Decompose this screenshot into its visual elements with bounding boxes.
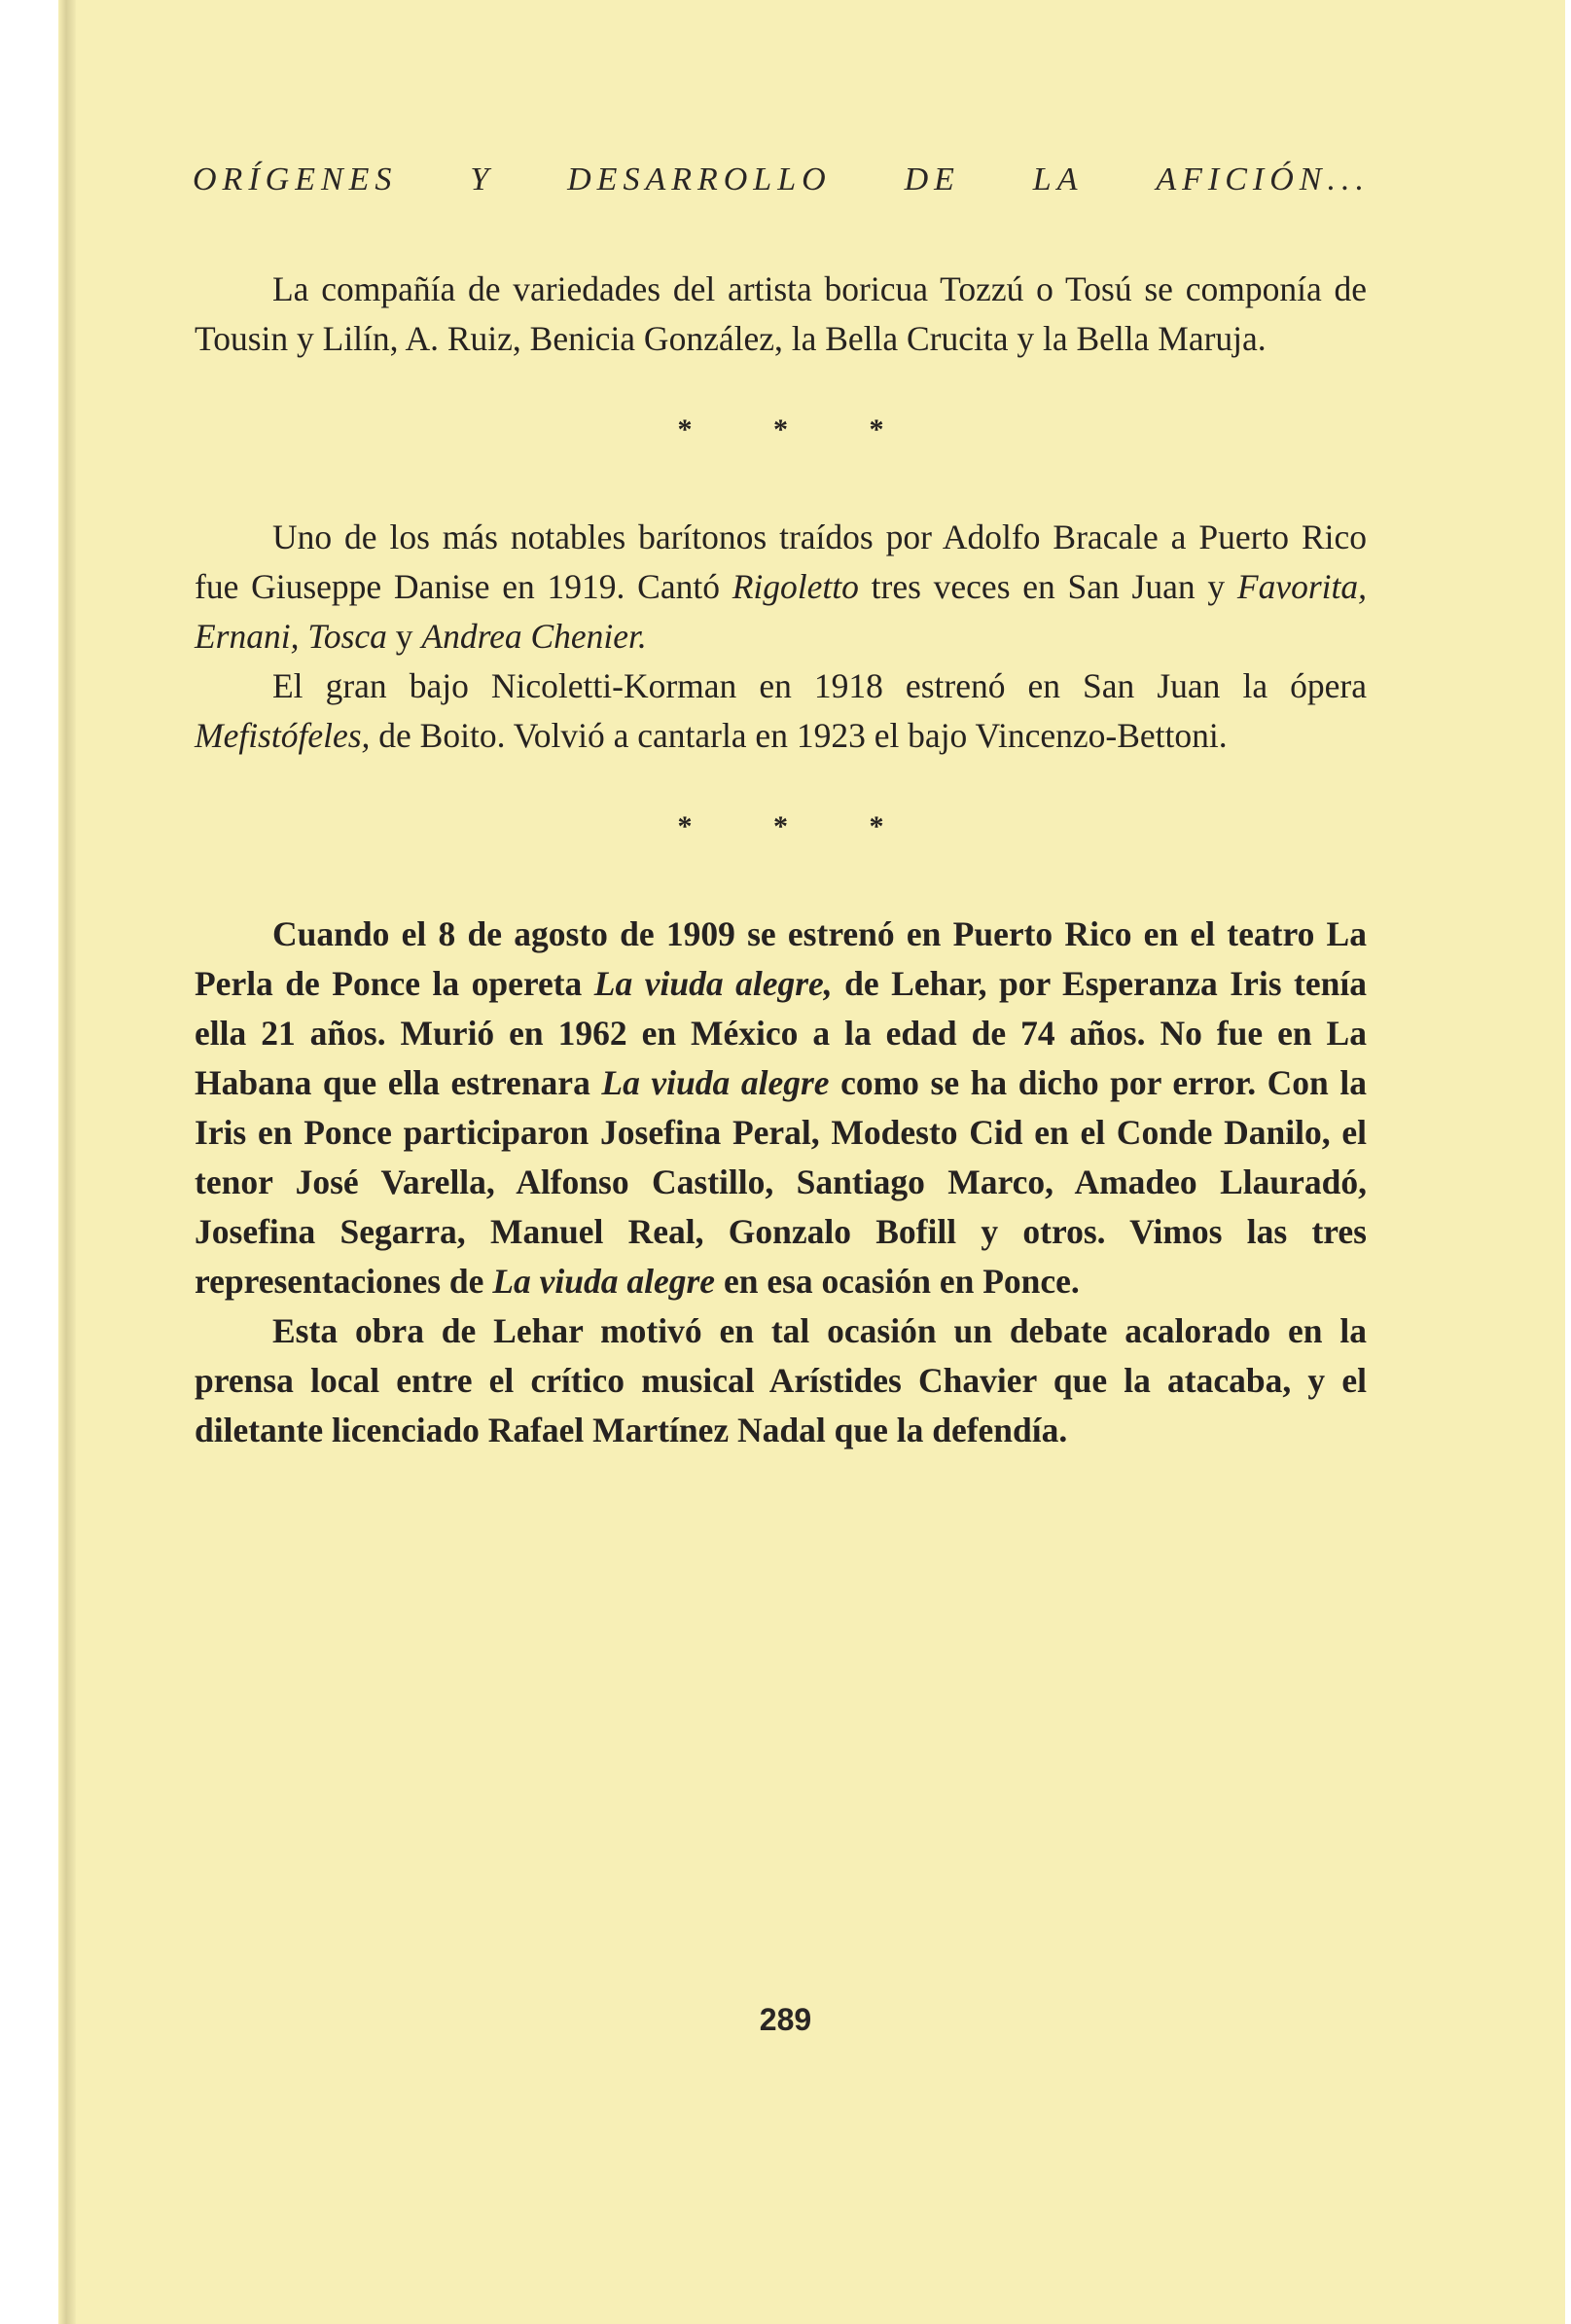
paragraph — [195, 1306, 1367, 1455]
text-run: Uno de los más notables barítonos traídos por Adolfo Bracale a Puerto Rico fue Giuseppe Danise en 1919. Cantó — [195, 518, 1367, 606]
text-run: como se ha dicho por error. Con la Iris en Ponce participaron Josefina Peral, Modesto Cid en el Conde Danilo, el tenor José Varella, Alfonso Castillo, Santiago Marco, Amadeo Llauradó, Josefina Segarra, Manuel Real, Gonzalo Bofill y otros. Vimos las tres representaciones de — [195, 1063, 1367, 1301]
running-head-word: ORÍGENES — [193, 161, 398, 197]
text-run: tres veces en San Juan y — [858, 567, 1237, 606]
running-head-word: Y — [470, 161, 495, 197]
italic-title: Mefistófeles, — [195, 716, 371, 755]
section-separator: * * * — [677, 810, 921, 842]
italic-title: La viuda alegre — [492, 1262, 716, 1301]
page-number: 289 — [759, 2002, 812, 2037]
paragraph — [195, 513, 1367, 661]
italic-title: Favorita, Ernani, Tosca — [195, 567, 1367, 656]
text-run: de Lehar, por Esperanza Iris tenía ella 21 años. Murió en 1962 en México a la edad de 74 años. No fue en La Habana que ella estrenara — [195, 964, 1367, 1102]
paragraph — [195, 265, 1367, 364]
text-run: de Boito. Volvió a cantarla en 1923 el bajo Vincenzo-Bettoni. — [370, 716, 1228, 755]
italic-title: Rigoletto — [732, 567, 859, 606]
text-run: en esa ocasión en Ponce. — [715, 1262, 1080, 1301]
italic-title: Andrea Chenier. — [421, 617, 647, 656]
running-head-word: AFICIÓN... — [1156, 161, 1370, 197]
paragraph — [195, 661, 1367, 761]
page-gutter-shadow — [58, 0, 76, 2324]
running-head — [193, 161, 1370, 198]
scan-margin-right — [1565, 0, 1571, 2324]
text-run: y — [386, 617, 422, 656]
running-head-word: DESARROLLO — [567, 161, 832, 197]
italic-title: La viuda alegre, — [593, 964, 833, 1003]
text-run: La compañía de variedades del artista boricua Tozzú o Tosú se componía de Tousin y Lilín, A. Ruiz, Benicia González, la Bella Crucita y la Bella Maruja. — [195, 269, 1367, 358]
text-run: El gran bajo Nicoletti-Korman en 1918 estrenó en San Juan la ópera — [272, 666, 1367, 705]
italic-title: La viuda alegre — [601, 1063, 830, 1102]
section-separator: * * * — [677, 413, 921, 446]
page-body — [195, 265, 1367, 1455]
running-head-word: LA — [1032, 161, 1084, 197]
scan-margin-left — [0, 0, 58, 2324]
text-run: Cuando el 8 de agosto de 1909 se estrenó en Puerto Rico en el teatro La Perla de Ponce la opereta — [195, 914, 1367, 1003]
text-run: Esta obra de Lehar motivó en tal ocasión un debate acalorado en la prensa local entre el crítico musical Arístides Chavier que la atacaba, y el diletante licenciado Rafael Martínez Nadal que la defendía. — [195, 1311, 1367, 1449]
running-head-word: DE — [904, 161, 960, 197]
paragraph — [195, 910, 1367, 1306]
